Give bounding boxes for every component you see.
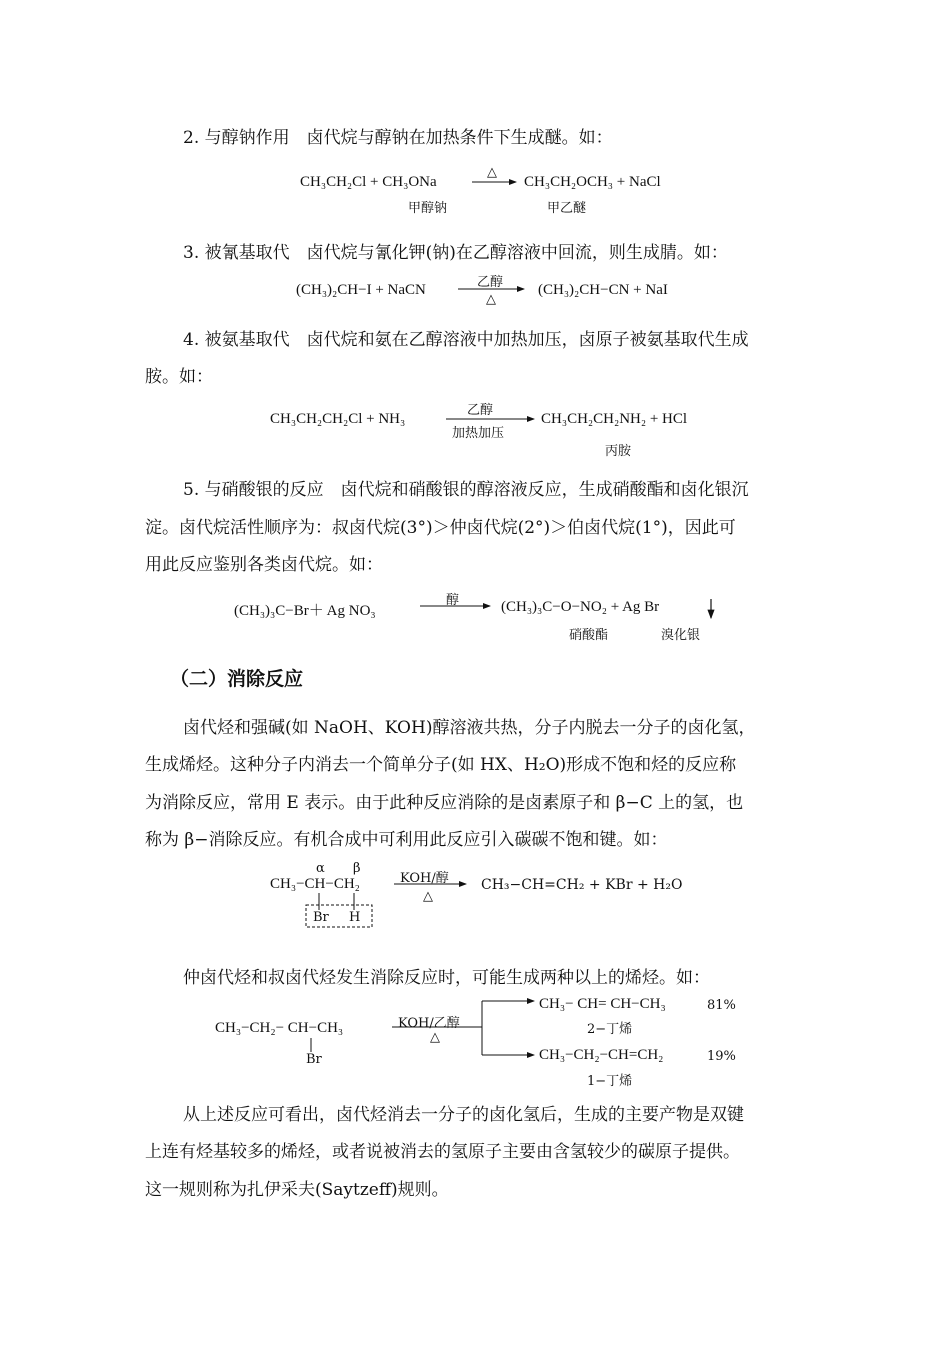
- e-line4: 称为 β−消除反应。有机合成中可利用此反应引入碳碳不饱和键。如：: [145, 830, 668, 850]
- eq6-dashed-box: [306, 905, 372, 927]
- e-line2: 生成烯烃。这种分子内消去一个简单分子(如 HX、H₂O)形成不饱和烃的反应称: [145, 755, 737, 775]
- eq3-left: (CH₃)₂CH−I + NaCN: [296, 282, 426, 298]
- p3: 3. 被氰基取代 卤代烷与氰化钾(钠)在乙醇溶液中回流，则生成腈。如：: [183, 243, 728, 263]
- eq5-label-silver-bromide: 溴化银: [661, 628, 701, 643]
- eq6-condition-top: KOH/醇: [400, 871, 449, 886]
- eq7-product2: CH₃−CH₂−CH=CH₂: [539, 1047, 664, 1063]
- p4-line2: 胺。如：: [145, 367, 213, 387]
- eq5-right: (CH₃)₃C−O−NO₂ + Ag Br: [501, 599, 660, 615]
- eq7-product2-name: 1−丁烯: [587, 1074, 633, 1089]
- e-line1: 卤代烃和强碱(如 NaOH、KOH)醇溶液共热，分子内脱去一分子的卤化氢，: [183, 718, 756, 738]
- p5-line3: 用此反应鉴别各类卤代烷。如：: [145, 555, 383, 575]
- p2: 2. 与醇钠作用 卤代烷与醇钠在加热条件下生成醚。如：: [183, 128, 613, 148]
- eq7-condition-bottom: △: [430, 1030, 440, 1045]
- section-heading: （二）消除反应: [170, 668, 304, 690]
- eq5-left: (CH₃)₃C−Br＋ Ag NO₃: [234, 603, 376, 619]
- eq7-left: CH₃−CH₂− CH−CH₃: [215, 1020, 344, 1036]
- eq6-br: Br: [313, 910, 329, 925]
- c-line1: 从上述反应可看出，卤代烃消去一分子的卤化氢后，生成的主要产物是双键: [183, 1105, 744, 1125]
- eq3-right: (CH₃)₂CH−CN + NaI: [538, 282, 668, 298]
- eq2-label-methyl-ethyl-ether: 甲乙醚: [547, 201, 587, 216]
- eq7-condition-top: KOH/乙醇: [398, 1016, 460, 1031]
- eq6-beta: β: [353, 861, 361, 876]
- eq5-condition: 醇: [446, 593, 460, 608]
- eq7-product1-name: 2−丁烯: [587, 1022, 633, 1037]
- eq2-right: CH₃CH₂OCH₃ + NaCl: [524, 174, 661, 190]
- eq6-left: CH₃−CH−CH₂: [270, 876, 360, 892]
- eq3-condition-top: 乙醇: [477, 275, 504, 290]
- p4-line1: 4. 被氨基取代 卤代烷和氨在乙醇溶液中加热加压，卤原子被氨基取代生成: [183, 330, 749, 350]
- eq4-condition-bottom: 加热加压: [452, 426, 505, 441]
- eq4-label-propylamine: 丙胺: [605, 444, 632, 459]
- eq7-product2-percent: 19%: [707, 1049, 736, 1064]
- eq7-product1: CH₃− CH= CH−CH₃: [539, 996, 666, 1012]
- eq3-condition-bottom: △: [486, 292, 496, 307]
- s-line1: 仲卤代烃和叔卤代烃发生消除反应时，可能生成两种以上的烯烃。如：: [183, 968, 710, 988]
- c-line3: 这一规则称为扎伊采夫(Saytzeff)规则。: [145, 1180, 449, 1200]
- e-line3: 为消除反应，常用 E 表示。由于此种反应消除的是卤素原子和 β−C 上的氢，也: [145, 793, 744, 813]
- eq6-h: H: [349, 910, 361, 925]
- eq7-product1-percent: 81%: [707, 998, 736, 1013]
- eq4-right: CH₃CH₂CH₂NH₂ + HCl: [541, 411, 688, 427]
- c-line2: 上连有烃基较多的烯烃，或者说被消去的氢原子主要由含氢较少的碳原子提供。: [145, 1142, 740, 1162]
- eq2-label-sodium-methoxide: 甲醇钠: [408, 201, 448, 216]
- eq6-alpha: α: [316, 861, 325, 876]
- eq7-br: Br: [306, 1052, 322, 1067]
- eq2-condition: △: [487, 165, 497, 180]
- eq2-left: CH₃CH₂Cl + CH₃ONa: [300, 174, 437, 190]
- eq6-condition-bottom: △: [423, 889, 433, 904]
- eq4-condition-top: 乙醇: [467, 403, 494, 418]
- eq6-right: CH₃−CH=CH₂ + KBr + H₂O: [481, 877, 683, 893]
- eq4-left: CH₃CH₂CH₂Cl + NH₃: [270, 411, 406, 427]
- eq5-label-nitrate-ester: 硝酸酯: [569, 628, 609, 643]
- p5-line2: 淀。卤代烷活性顺序为：叔卤代烷(3°)＞仲卤代烷(2°)＞伯卤代烷(1°)，因此可: [145, 518, 736, 538]
- p5-line1: 5. 与硝酸银的反应 卤代烷和硝酸银的醇溶液反应，生成硝酸酯和卤化银沉: [183, 480, 749, 500]
